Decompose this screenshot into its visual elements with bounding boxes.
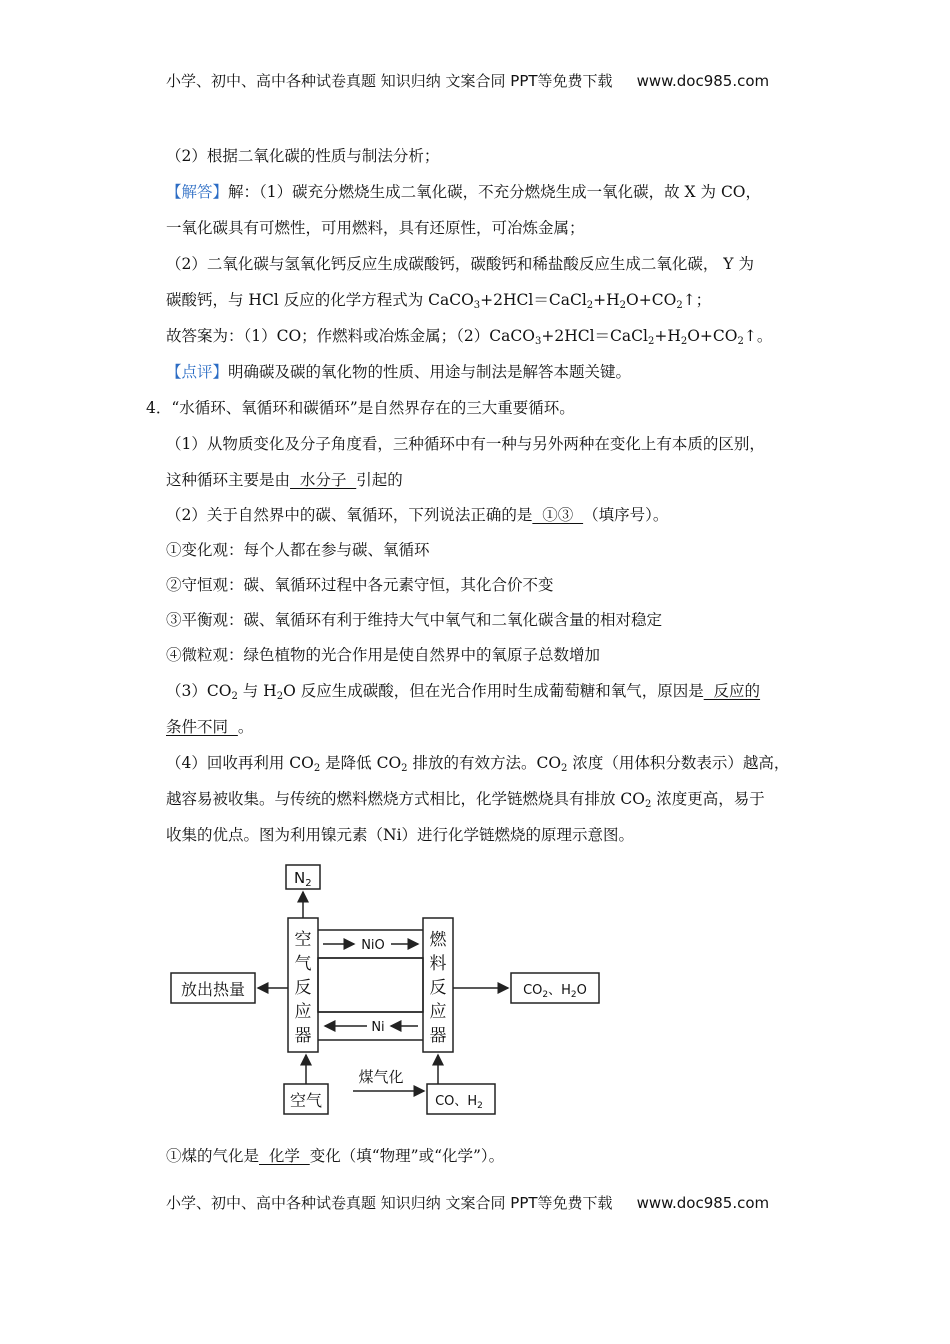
footer-text: 小学、初中、高中各种试卷真题 知识归纳 文案合同 PPT等免费下载: [166, 1194, 613, 1212]
answer-line-2: 一氧化碳具有可燃性，可用燃料，具有还原性，可冶炼金属；: [166, 219, 585, 237]
answer-line-3: （2）二氧化碳与氢氧化钙反应生成碳酸钙，碳酸钙和稀盐酸反应生成二氧化碳， Y 为: [166, 255, 754, 273]
fuel-reactor-label: [430, 930, 448, 1046]
comment-line: 【点评】明确碳及碳的氧化物的性质、用途与制法是解答本题关键。: [166, 363, 632, 381]
answer-tag: 【解答】: [166, 183, 229, 201]
svg-text:料: 料: [429, 954, 447, 974]
svg-text:器: 器: [294, 1026, 312, 1046]
page-header: [166, 70, 769, 91]
q4-sub1: ①煤的气化是 化学 变化（填“物理”或“化学”）。: [166, 1147, 505, 1165]
svg-text:气: 气: [294, 954, 312, 974]
air-reactor-label: [295, 930, 312, 1046]
svg-text:器: 器: [429, 1026, 447, 1046]
option-3: ③平衡观：碳、氧循环有利于维持大气中氧气和二氧化碳含量的相对稳定: [166, 611, 663, 629]
option-2: ②守恒观：碳、氧循环过程中各元素守恒，其化合价不变: [166, 576, 554, 594]
svg-text:空: 空: [294, 930, 312, 950]
comment-tag: 【点评】: [166, 363, 229, 381]
answer-line-1: 【解答】解：（1）碳充分燃烧生成二氧化碳，不充分燃烧生成一氧化碳，故 X 为 CO，: [166, 183, 762, 201]
header-url[interactable]: www.doc985.com: [636, 72, 770, 90]
q4-p3-line1: $(3)CO_2$ 与 $H_2O$ 反应生成碳酸，但在光合作用时生成葡萄糖和氧气，原因是 反应的: [166, 682, 761, 702]
option-1: ①变化观：每个人都在参与碳、氧循环: [166, 541, 430, 559]
gasify-label: 煤气化: [358, 1068, 404, 1086]
footer-url[interactable]: www.doc985.com: [636, 1194, 770, 1212]
svg-text:燃: 燃: [429, 930, 447, 950]
syngas-label: CO、$H_2$: [435, 1094, 483, 1111]
air-label: 空气: [289, 1091, 323, 1110]
nio-label: NiO: [361, 938, 385, 953]
chemical-looping-diagram: [165, 858, 615, 1123]
page-footer: [166, 1192, 769, 1213]
ni-label: Ni: [371, 1020, 385, 1035]
svg-text:反: 反: [294, 978, 312, 998]
svg-text:应: 应: [294, 1002, 312, 1022]
q4-stem: 4．“水循环、氧循环和碳循环”是自然界存在的三大重要循环。: [146, 399, 575, 417]
analysis-2: （2）根据二氧化碳的性质与制法分析；: [166, 147, 440, 165]
q4-p3-line2: 条件不同 。: [166, 718, 254, 736]
q4-p2: （2）关于自然界中的碳、氧循环，下列说法正确的是 ①③ （填序号）。: [166, 506, 669, 524]
q4-p1-line2: 这种循环主要是由 水分子 引起的: [166, 471, 403, 489]
heat-label: 放出热量: [180, 980, 246, 999]
svg-text:应: 应: [429, 1002, 447, 1022]
answer-blank-3b: 条件不同: [166, 718, 238, 736]
answer-line-4: 碳酸钙，与 HCl 反应的化学方程式为 $CaCO_3+2HCl=CaCl_2+H_2O+CO_2↑$；: [166, 291, 712, 311]
option-4: ④微粒观：绿色植物的光合作用是使自然界中的氧原子总数增加: [166, 646, 601, 664]
n2-label: $N_2$: [294, 869, 312, 889]
q4-p1-line1: （1）从物质变化及分子角度看，三种循环中有一种与另外两种在变化上有本质的区别，: [166, 435, 765, 453]
answer-blank-1: 水分子: [290, 471, 357, 489]
answer-blank-2: ①③: [532, 506, 584, 524]
answer-blank-4: 化学: [259, 1147, 310, 1165]
q4-p4-line1: （4）回收再利用 $CO_2$ 是降低 $CO_2$ 排放的有效方法。$CO_2$ 浓度（用体积分数表示）越高，: [166, 754, 790, 774]
header-text: 小学、初中、高中各种试卷真题 知识归纳 文案合同 PPT等免费下载: [166, 72, 613, 90]
q4-p4-line2: 越容易被收集。与传统的燃料燃烧方式相比，化学链燃烧具有排放 $CO_2$ 浓度更高，易于: [166, 790, 765, 810]
final-answer: 故答案为：（1）CO；作燃料或冶炼金属；$(2)CaCO_3+2HCl=CaCl_2+H_2O+CO_2↑$。: [166, 327, 773, 347]
q4-p4-line3: 收集的优点。图为利用镍元素（Ni）进行化学链燃烧的原理示意图。: [166, 826, 635, 844]
answer-blank-3a: 反应的: [703, 682, 761, 700]
svg-text:反: 反: [429, 978, 447, 998]
products-label: $CO_2$、$H_2O$: [523, 983, 587, 1000]
